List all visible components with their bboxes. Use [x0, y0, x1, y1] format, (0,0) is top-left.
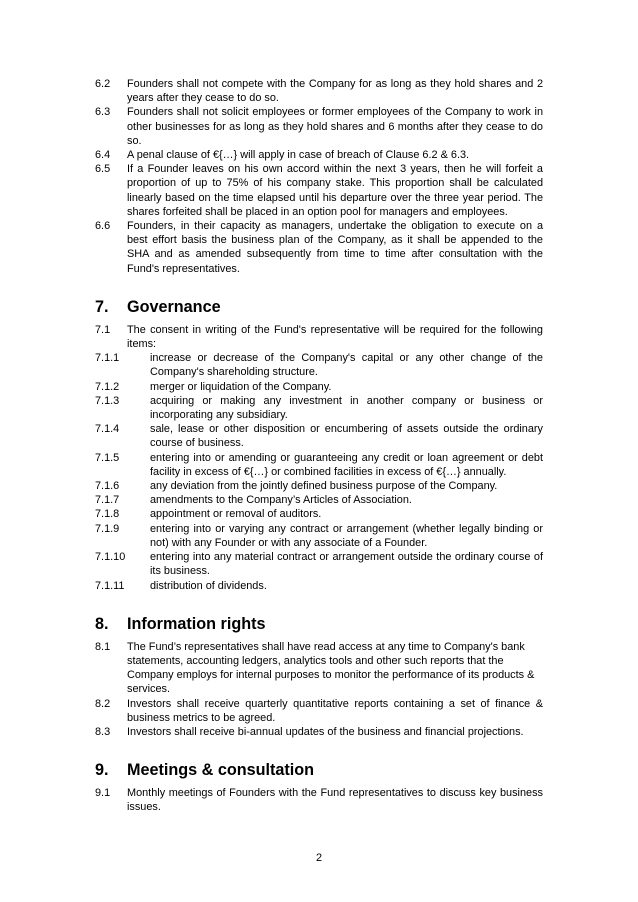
section-number: 7.: [95, 297, 109, 316]
document-page: [95, 77, 543, 815]
clause-6-3: [95, 105, 543, 148]
clause-text: entering into or amending or guaranteeing any credit or loan agreement or debt facility in excess of €{…} or combined facilities in excess of €{…} annually.: [150, 451, 543, 478]
section-title: Information rights: [127, 614, 266, 633]
clause-number: 7.1.9: [95, 522, 120, 535]
clause-text: A penal clause of €{…} will apply in case of breach of Clause 6.2 & 6.3.: [127, 149, 470, 162]
section-8-heading: [95, 615, 543, 633]
clause-7-1-9: [95, 522, 543, 550]
clause-text: sale, lease or other disposition or encumbering of assets outside the ordinary course of business.: [150, 423, 543, 450]
clause-number: 7.1.4: [95, 423, 120, 436]
clause-text: appointment or removal of auditors.: [150, 508, 322, 521]
clause-number: 9.1: [95, 787, 111, 800]
clause-8-3: [95, 725, 543, 739]
clause-number: 8.1: [95, 640, 111, 653]
clause-number: 7.1.8: [95, 508, 120, 521]
clause-number: 7.1.5: [95, 451, 120, 464]
clause-number: 7.1.11: [95, 579, 125, 592]
clause-text: distribution of dividends.: [150, 579, 267, 592]
clause-7-1-8: [95, 507, 543, 521]
clause-text: acquiring or making any investment in another company or business or incorporating any subsidiary.: [150, 394, 543, 422]
clause-text: Investors shall receive bi-annual updates of the business and financial projections.: [127, 725, 524, 738]
clause-text: Monthly meetings of Founders with the Fund representatives to discuss key business issues.: [127, 787, 543, 814]
clause-7-1: [95, 323, 543, 351]
clause-number: 6.6: [95, 220, 111, 233]
clause-8-2: [95, 697, 543, 725]
page-number: 2: [315, 852, 323, 864]
clause-7-1-1: [95, 351, 543, 379]
clause-7-1-3: [95, 394, 543, 422]
clause-6-5: [95, 162, 543, 219]
clause-9-1: [95, 786, 543, 814]
clause-6-2: [95, 77, 543, 105]
clause-8-1: [95, 640, 543, 697]
clause-number: 8.2: [95, 697, 111, 710]
section-9-heading: [95, 761, 543, 779]
section-7-heading: [95, 298, 543, 316]
clause-number: 7.1: [95, 323, 111, 336]
clause-text: The Fund’s representatives shall have read access at any time to Company's bank statements, accounting ledgers, analytics tools and other such reports that the Company employs for internal purposes to monitor the performance of its products & services.: [127, 640, 535, 696]
clause-6-6: [95, 219, 543, 276]
section-title: Governance: [127, 297, 221, 316]
clause-text: amendments to the Company’s Articles of Association.: [150, 494, 412, 507]
section-number: 9.: [95, 761, 109, 780]
section-title: Meetings & consultation: [127, 761, 315, 780]
clause-number: 7.1.6: [95, 480, 120, 493]
clause-7-1-6: [95, 479, 543, 493]
clause-7-1-10: [95, 550, 543, 578]
clause-number: 7.1.10: [95, 551, 126, 564]
clause-text: merger or liquidation of the Company.: [150, 380, 332, 393]
clause-text: increase or decrease of the Company's capital or any other change of the Company's shareholding structure.: [150, 352, 543, 379]
section-6-continued: [95, 77, 543, 276]
clause-number: 6.3: [95, 106, 111, 119]
clause-number: 7.1.1: [95, 352, 120, 365]
clause-7-1-5: [95, 451, 543, 479]
clause-text: Founders shall not solicit employees or former employees of the Company to work in other businesses for as long as they hold shares and 6 months after they cease to do so.: [127, 106, 543, 147]
clause-text: If a Founder leaves on his own accord within the next 3 years, then he will forfeit a proportion of up to 75% of his company stake. This proportion shall be calculated linearly based on the time elapsed until his departure over the three year period. The shares forfeited shall be placed in an option pool for managers and employees.: [127, 163, 543, 218]
clause-number: 6.5: [95, 163, 111, 176]
clause-number: 7.1.3: [95, 394, 120, 407]
clause-7-1-4: [95, 422, 543, 450]
clause-text: The consent in writing of the Fund's representative will be required for the following items:: [127, 323, 543, 351]
clause-number: 7.1.7: [95, 494, 120, 507]
clause-number: 7.1.2: [95, 380, 120, 393]
clause-text: Founders shall not compete with the Company for as long as they hold shares and 2 years after they cease to do so.: [127, 78, 543, 105]
clause-text: any deviation from the jointly defined business purpose of the Company.: [150, 480, 498, 493]
clause-7-1-7: [95, 493, 543, 507]
clause-7-1-2: [95, 380, 543, 394]
clause-text: entering into or varying any contract or arrangement (whether legally binding or not) with any Founder or with any associate of a Founder.: [150, 522, 543, 549]
clause-text: Founders, in their capacity as managers, undertake the obligation to execute on a best effort basis the business plan of the Company, as it shall be appended to the SHA and as amended subsequently from time to time after consultation with the Fund's representatives.: [127, 220, 543, 275]
clause-7-1-11: [95, 579, 543, 593]
clause-number: 6.4: [95, 149, 111, 162]
clause-number: 6.2: [95, 78, 111, 90]
clause-text: entering into any material contract or arrangement outside the ordinary course of its business.: [150, 551, 543, 578]
section-number: 8.: [95, 614, 109, 633]
clause-text: Investors shall receive quarterly quantitative reports containing a set of finance & business metrics to be agreed.: [127, 697, 543, 724]
clause-number: 8.3: [95, 725, 111, 738]
clause-6-4: [95, 148, 543, 162]
